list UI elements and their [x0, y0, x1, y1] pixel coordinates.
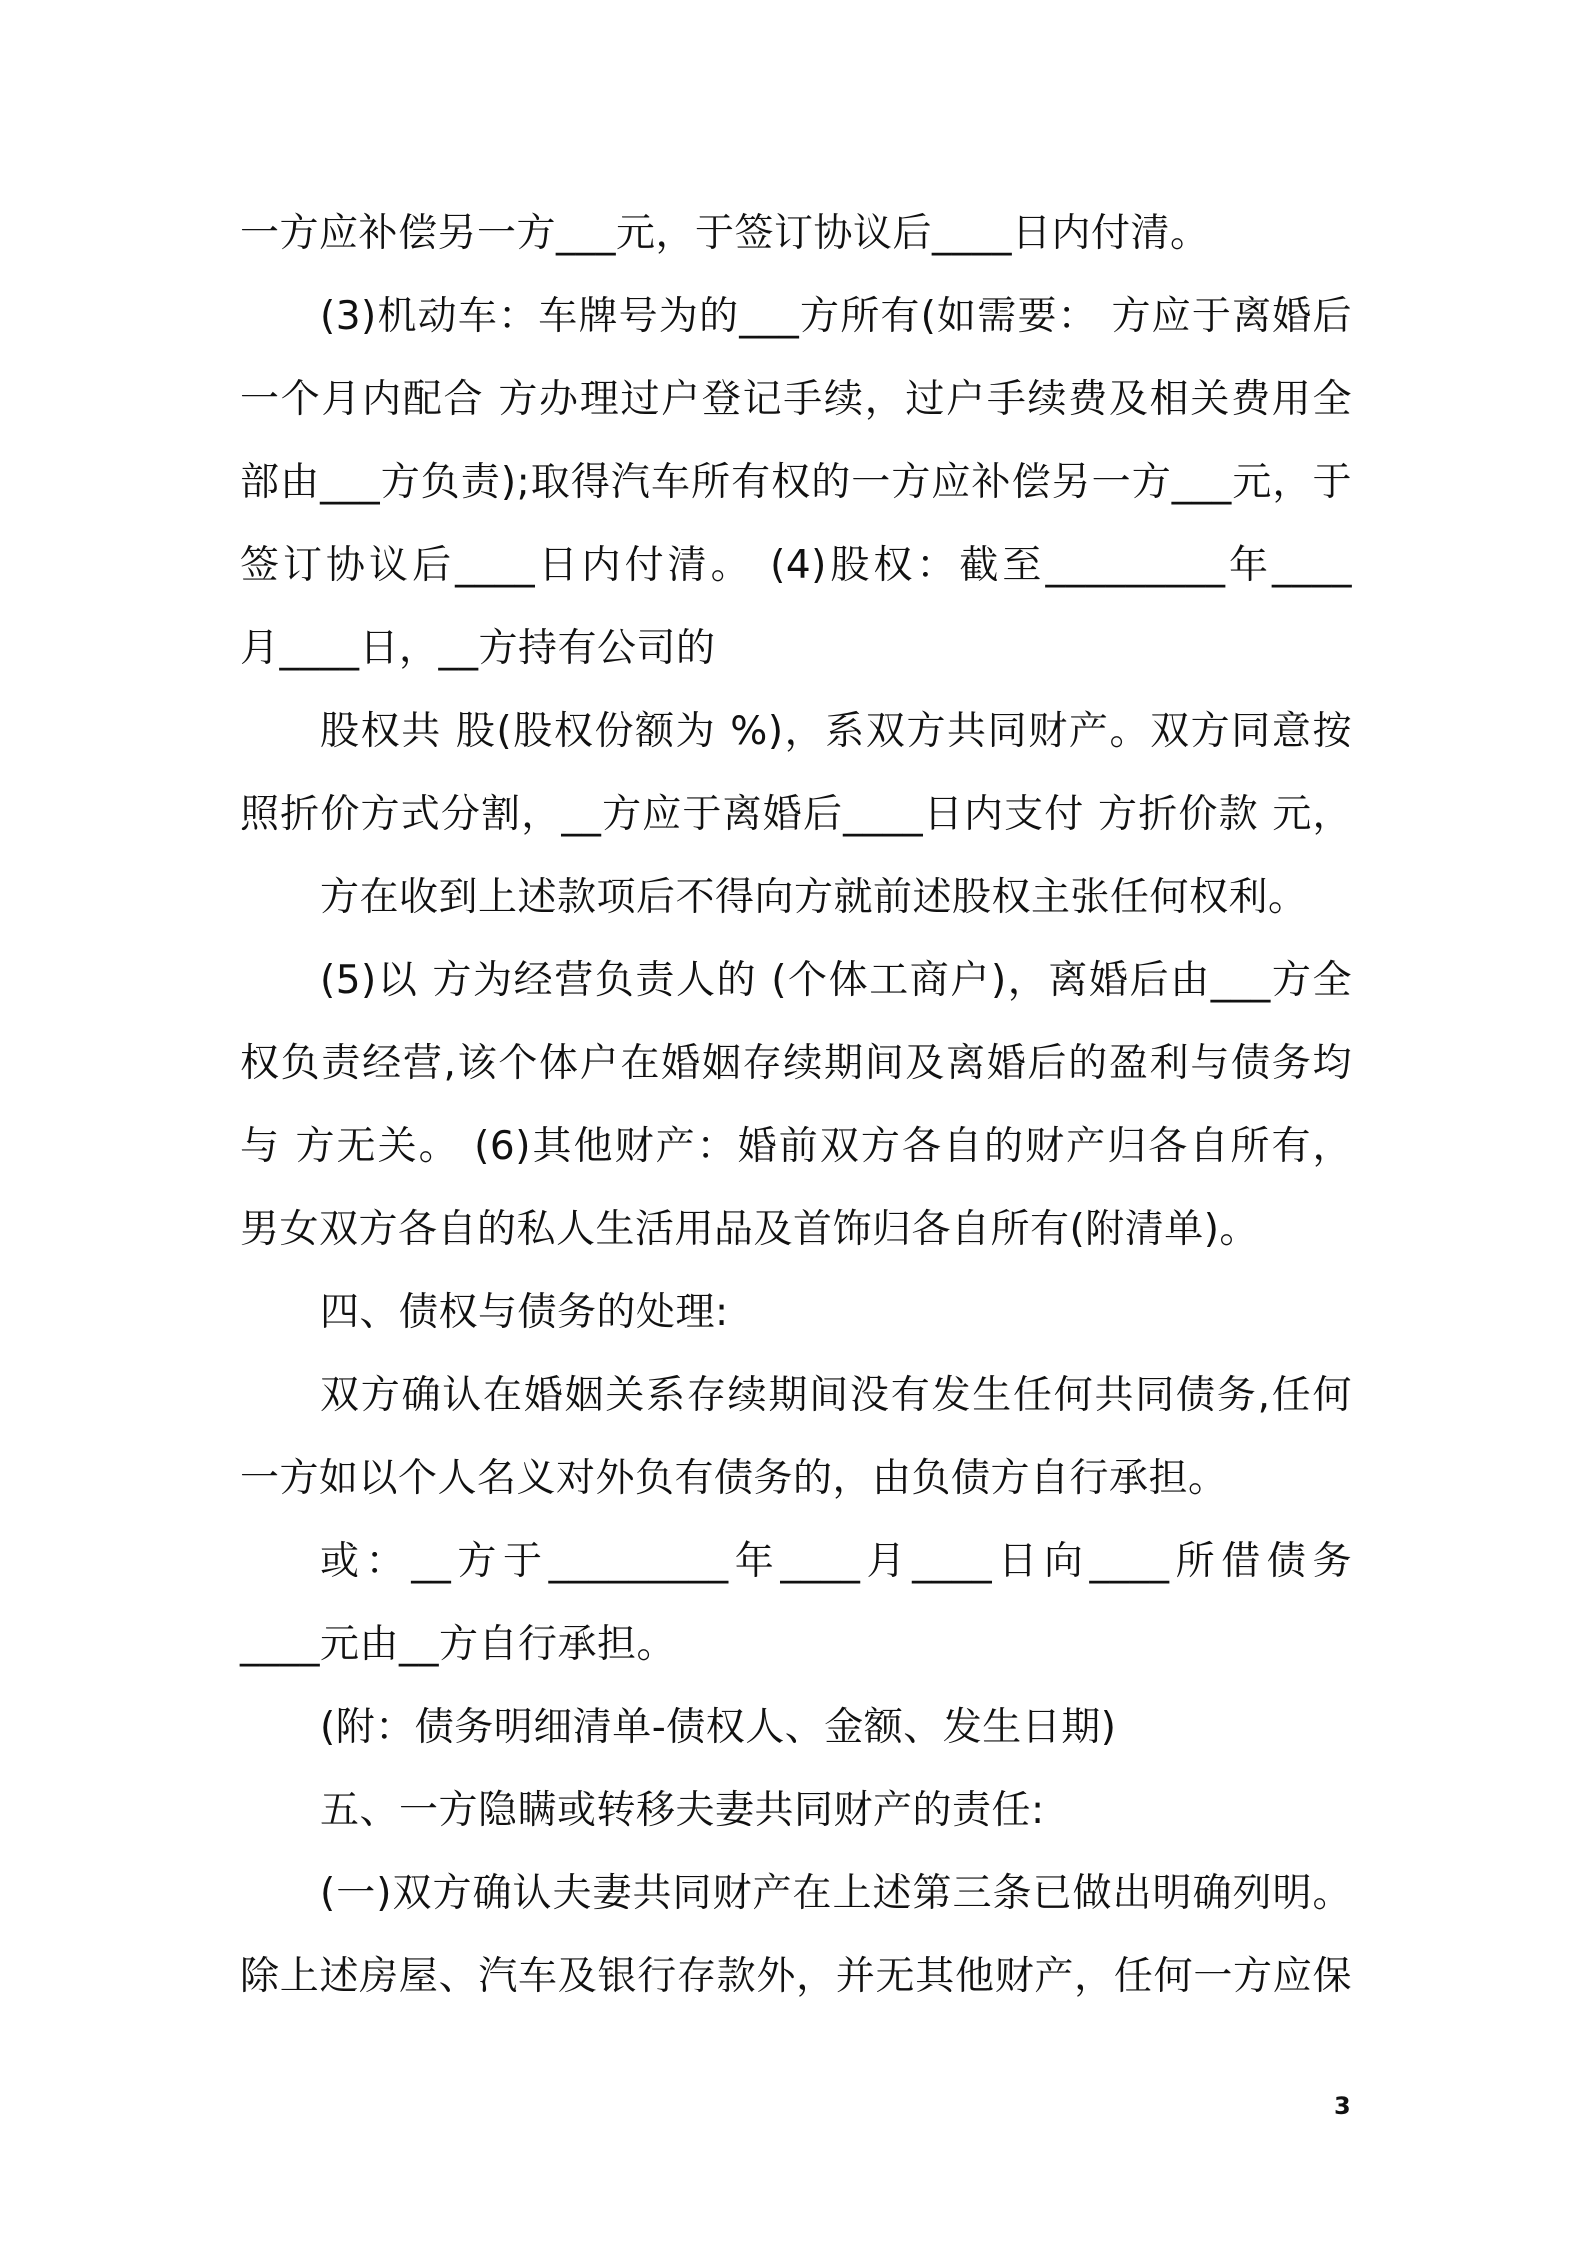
text-line: (5)以 方为经营负责人的 (个体工商户)，离婚后由___方全 [320, 958, 1352, 1003]
text-line: 除上述房屋、汽车及银行存款外，并无其他财产，任何一方应保 [240, 1954, 1352, 1999]
text-line: 权负责经营,该个体户在婚姻存续期间及离婚后的盈利与债务均 [240, 1041, 1352, 1086]
text-line: ____元由__方自行承担。 [240, 1622, 677, 1667]
text-line: 照折价方式分割，__方应于离婚后____日内支付 方折价款 元， [240, 792, 1352, 837]
text-line: 双方确认在婚姻关系存续期间没有发生任何共同债务,任何 [320, 1373, 1352, 1418]
body-text [240, 192, 1352, 2018]
text-line: 一个月内配合 方办理过户登记手续，过户手续费及相关费用全 [240, 377, 1352, 422]
page-number: 3 [1334, 2092, 1351, 2120]
text-line: 股权共 股(股权份额为 %)，系双方共同财产。双方同意按 [320, 709, 1352, 754]
text-line: 一方应补偿另一方___元，于签订协议后____日内付清。 [240, 211, 1210, 256]
text-line: 五、一方隐瞒或转移夫妻共同财产的责任: [320, 1788, 1045, 1833]
text-line: 或：__方于_________年____月____日向____所借债务 [320, 1539, 1352, 1584]
text-line: (一)双方确认夫妻共同财产在上述第三条已做出明确列明。 [320, 1871, 1352, 1916]
text-line: (附：债务明细清单-债权人、金额、发生日期) [320, 1705, 1117, 1750]
text-line: 与 方无关。 (6)其他财产：婚前双方各自的财产归各自所有， [240, 1124, 1352, 1169]
text-line: 签订协议后____日内付清。 (4)股权：截至_________年____ [240, 543, 1352, 588]
text-line: 一方如以个人名义对外负有债务的，由负债方自行承担。 [240, 1456, 1228, 1501]
text-line: 四、债权与债务的处理: [320, 1290, 729, 1335]
text-line: (3)机动车：车牌号为的___方所有(如需要： 方应于离婚后 [320, 294, 1352, 339]
text-line: 部由___方负责);取得汽车所有权的一方应补偿另一方___元，于 [240, 460, 1352, 505]
text-line: 月____日，__方持有公司的 [240, 626, 716, 671]
text-line: 男女双方各自的私人生活用品及首饰归各自所有(附清单)。 [240, 1207, 1259, 1252]
text-line: 方在收到上述款项后不得向方就前述股权主张任何权利。 [320, 875, 1308, 920]
